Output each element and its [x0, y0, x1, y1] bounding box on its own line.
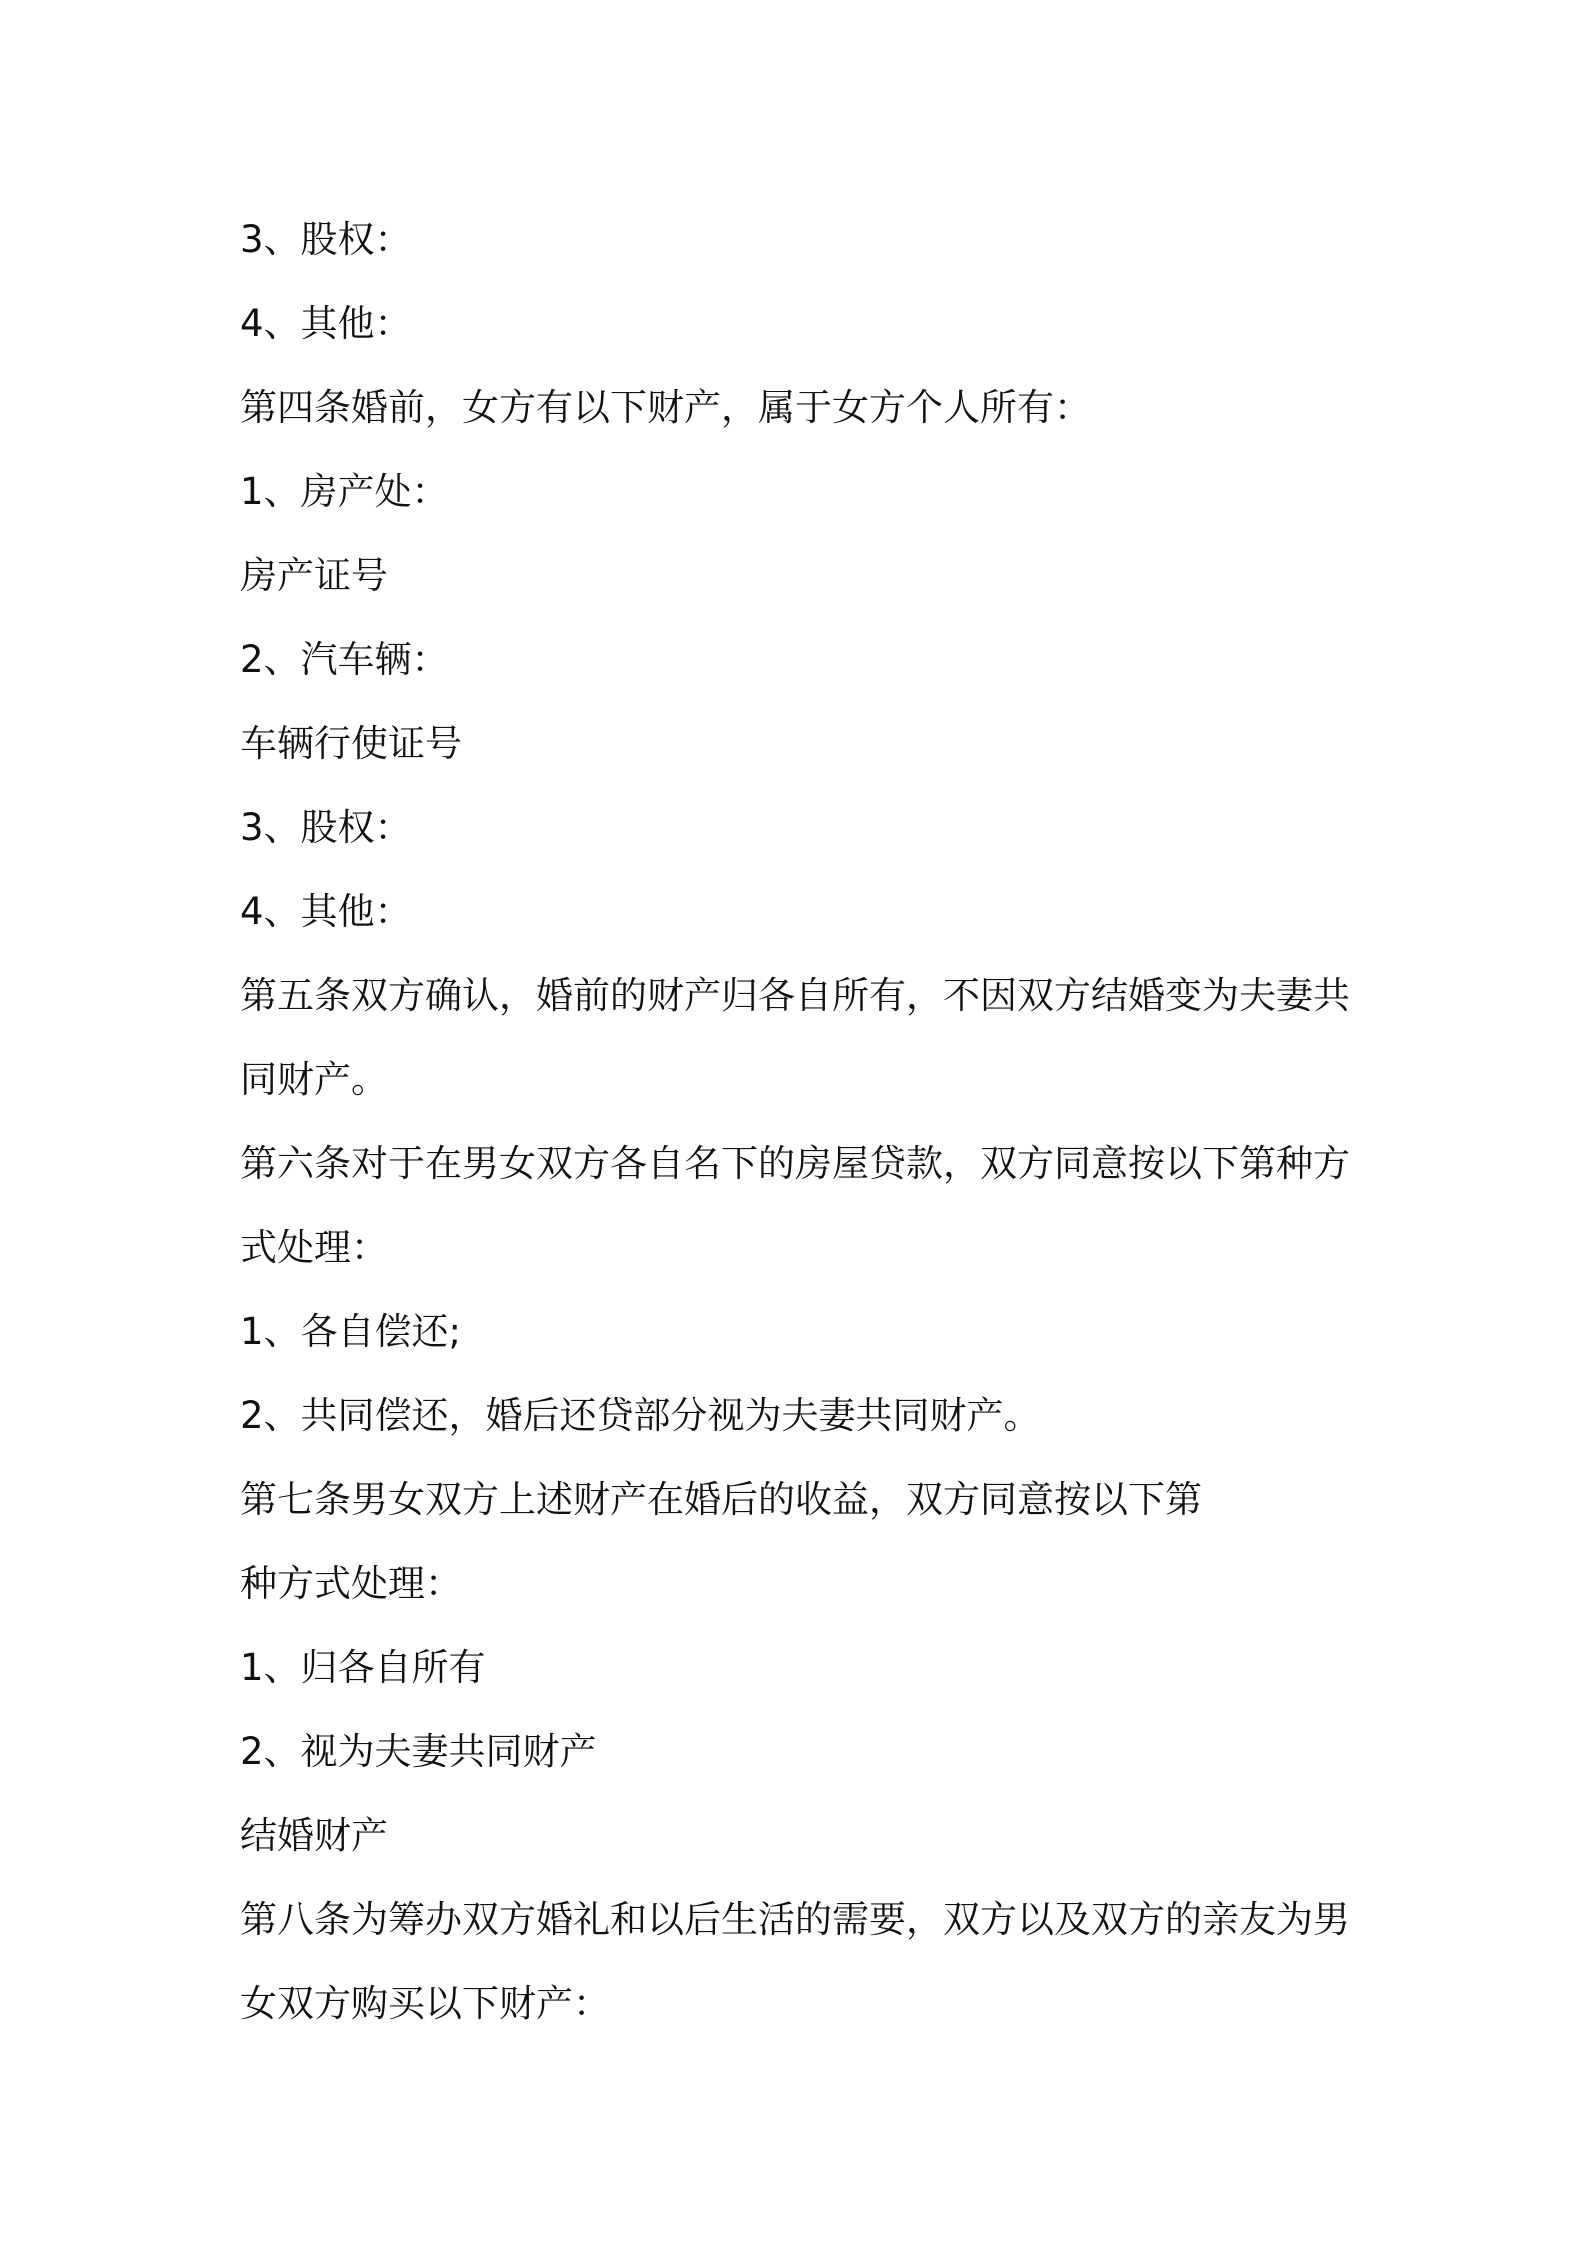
- text-line: 3、股权：: [240, 806, 412, 849]
- article-eight-line-2: 女双方购买以下财产：: [240, 1982, 610, 2025]
- document-body: [240, 198, 1360, 2046]
- text-line: 3、股权：: [240, 218, 412, 261]
- article-four-heading: 第四条婚前，女方有以下财产，属于女方个人所有：: [240, 386, 1091, 429]
- text-line: 1、房产处：: [240, 470, 449, 513]
- text-line: 2、共同偿还，婚后还贷部分视为夫妻共同财产。: [240, 1394, 1041, 1437]
- article-five-line-2: 同财产。: [240, 1058, 388, 1101]
- article-seven-line-2: 种方式处理：: [240, 1562, 462, 1605]
- article-six-line-1: 第六条对于在男女双方各自名下的房屋贷款，双方同意按以下第种方: [240, 1142, 1350, 1185]
- text-line: 2、汽车辆：: [240, 638, 449, 681]
- section-heading: 结婚财产: [240, 1814, 388, 1857]
- text-line: 车辆行使证号: [240, 722, 462, 765]
- text-line: 房产证号: [240, 554, 388, 597]
- article-seven-line-1: 第七条男女双方上述财产在婚后的收益，双方同意按以下第: [240, 1478, 1202, 1521]
- text-line: 4、其他：: [240, 890, 412, 933]
- article-six-line-2: 式处理：: [240, 1226, 388, 1269]
- article-five-line-1: 第五条双方确认，婚前的财产归各自所有，不因双方结婚变为夫妻共: [240, 974, 1350, 1017]
- text-line: 2、视为夫妻共同财产: [240, 1730, 597, 1773]
- text-line: 1、各自偿还;: [240, 1310, 462, 1353]
- text-line: 1、归各自所有: [240, 1646, 486, 1689]
- text-line: 4、其他：: [240, 302, 412, 345]
- article-eight-line-1: 第八条为筹办双方婚礼和以后生活的需要，双方以及双方的亲友为男: [240, 1898, 1350, 1941]
